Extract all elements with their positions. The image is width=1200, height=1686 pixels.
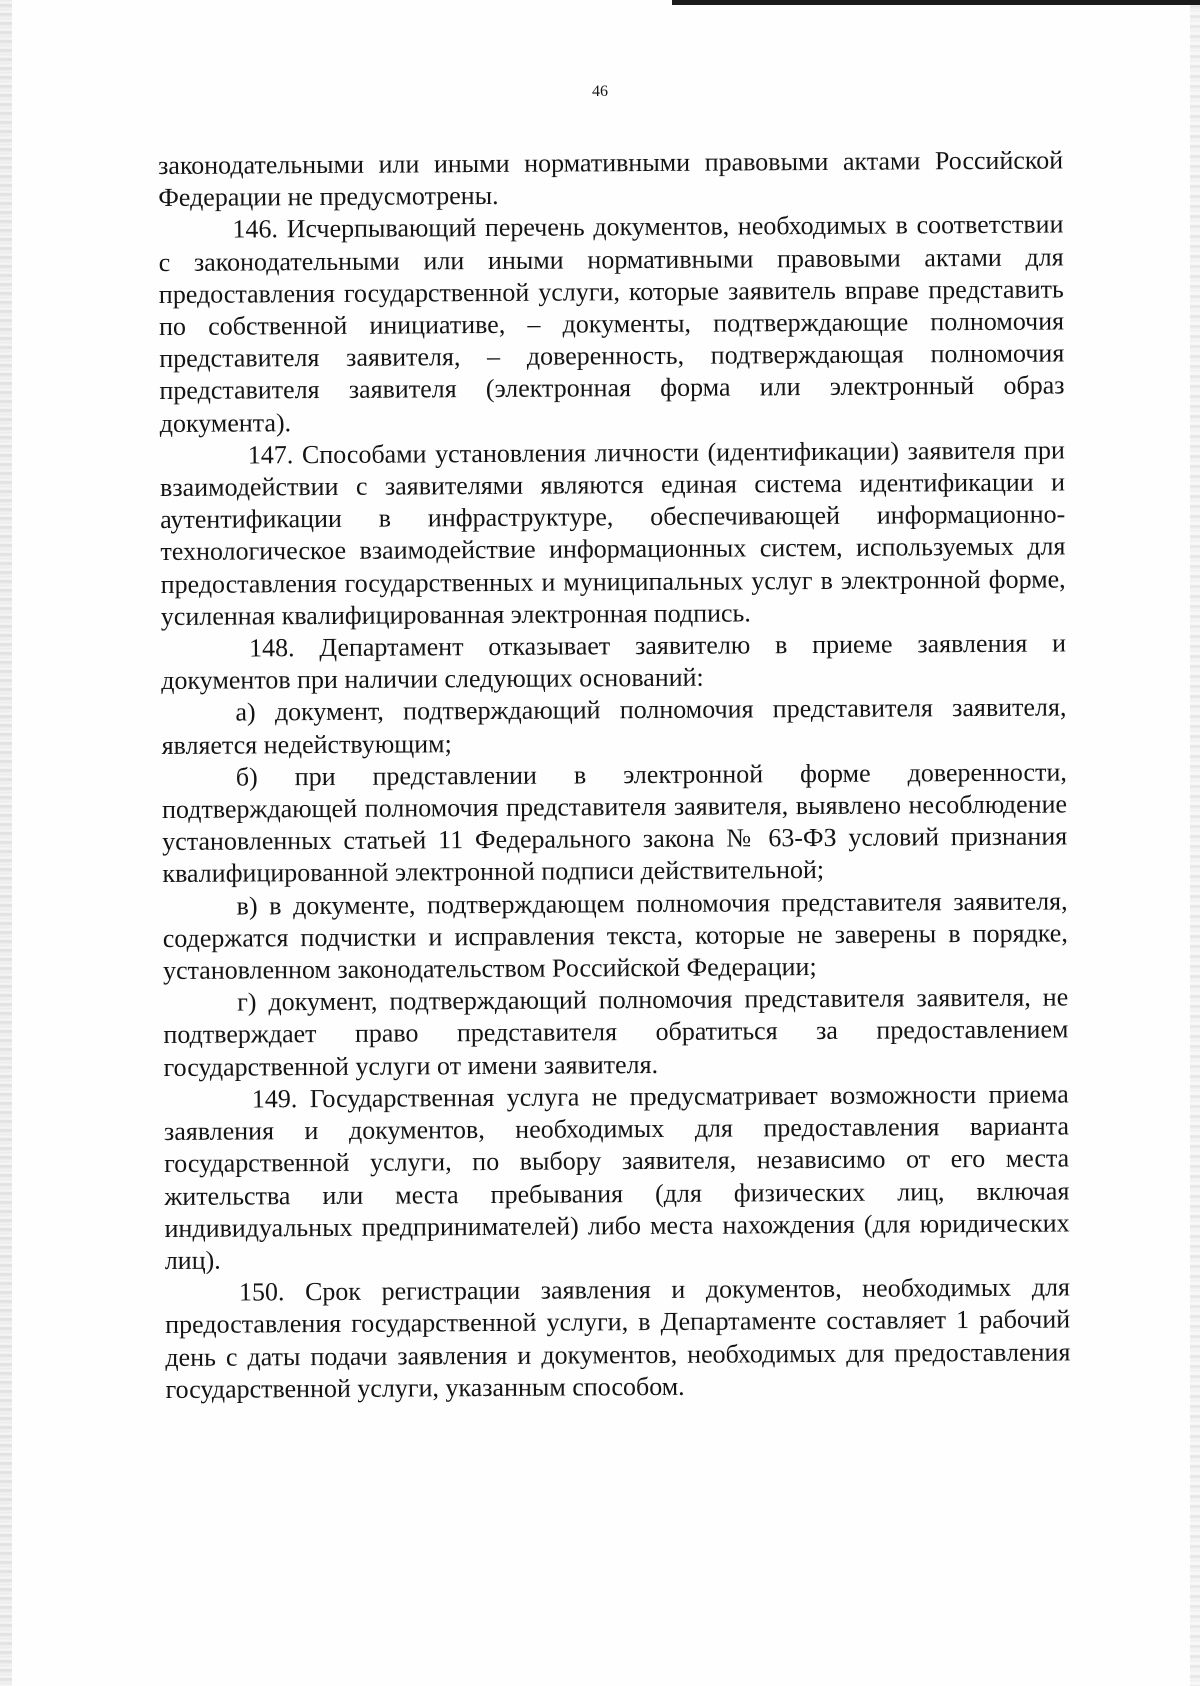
list-item-v: в) в документе, подтверждающем полномочия представителя заявителя, содержатся подчистки и исправления текста, которые не заверены в порядке, установленном законодательством Российской Федерации;	[162, 886, 1068, 986]
scan-top-border-line	[672, 0, 1200, 5]
page-number: 46	[592, 83, 608, 100]
document-body	[158, 144, 1071, 1405]
list-item-b: б) при представлении в электронной форме доверенности, подтверждающей полномочия представителя заявителя, выявлено несоблюдение установленных статьей 11 Федерального закона № 63-ФЗ условий признания квалифицированной электронной подписи действительной;	[161, 757, 1068, 889]
paragraph-148: 148. Департамент отказывает заявителю в приеме заявления и документов при наличии следующих оснований:	[161, 628, 1067, 696]
scan-edge-right	[1190, 0, 1200, 1686]
paragraph-147: 147. Способами установления личности (идентификации) заявителя при взаимодействии с заявителями являются единая система идентификации и аутентификации в инфраструктуре, обеспечивающей информационно-технологическое взаимодействие информационных систем, используемых для предоставления государственных и муниципальных услуг в электронной форме, усиленная квалифицированная электронная подпись.	[159, 435, 1066, 631]
scan-edge-left	[0, 0, 12, 1686]
paragraph-continuation: законодательными или иными нормативными правовыми актами Российской Федерации не предусмотрены.	[158, 145, 1064, 213]
list-item-a: а) документ, подтверждающий полномочия представителя заявителя, является недействующим;	[161, 692, 1067, 760]
list-item-g: г) документ, подтверждающий полномочия представителя заявителя, не подтверждает право представителя обратиться за предоставлением государственной услуги от имени заявителя.	[163, 982, 1069, 1082]
paragraph-146: 146. Исчерпывающий перечень документов, необходимых в соответствии с законодательными или иными нормативными правовыми актами для предоставления государственной услуги, которые заявитель вправе представить по собственной инициативе, – документы, подтверждающие полномочия представителя заявителя, – доверенность, подтверждающая полномочия представителя заявителя (электронная форма или электронный образ документа).	[158, 209, 1065, 438]
paragraph-149: 149. Государственная услуга не предусматривает возможности приема заявления и документов, необходимых для предоставления варианта государственной услуги, по выбору заявителя, независимо от его места жительства или места пребывания (для физических лиц, включая индивидуальных предпринимателей) либо места нахождения (для юридических лиц).	[163, 1079, 1070, 1275]
paragraph-150: 150. Срок регистрации заявления и документов, необходимых для предоставления государственной услуги, в Департаменте составляет 1 рабочий день с даты подачи заявления и документов, необходимых для предоставления государственной услуги, указанным способом.	[165, 1272, 1071, 1404]
